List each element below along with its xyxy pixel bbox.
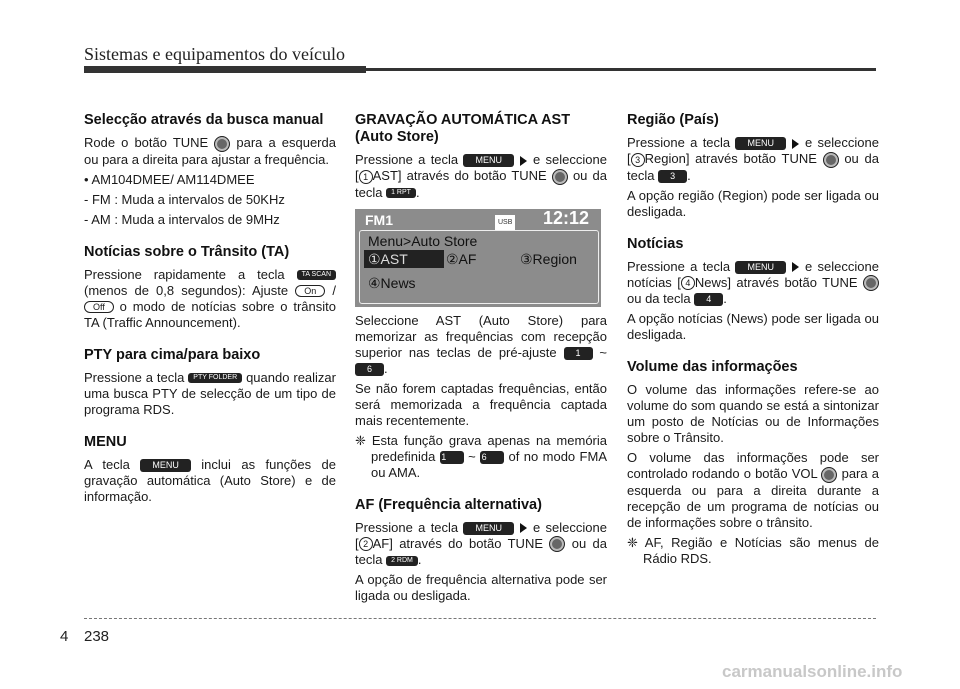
preset-1-icon: 1 <box>440 451 464 464</box>
arrow-right-icon <box>520 156 527 166</box>
display-menu-path: Menu>Auto Store <box>368 232 478 249</box>
chapter-number: 4 <box>60 628 69 645</box>
paragraph: A opção região (Region) pode ser ligada ou desligada. <box>627 187 879 219</box>
tune-knob-icon <box>214 136 230 152</box>
paragraph: A tecla MENU inclui as funções de gravação automática (Auto Store) e de informação. <box>84 456 336 504</box>
tune-knob-icon <box>549 536 565 552</box>
display-band: FM1 <box>365 211 393 228</box>
circled-4-icon: 4 <box>681 276 695 290</box>
paragraph: A opção notícias (News) pode ser ligada ou desligada. <box>627 311 879 343</box>
paragraph: Seleccione AST (Auto Store) para memorizar as frequências com recepção superior nas teclas de pré-ajuste 1 ~ 6 . <box>355 312 607 376</box>
preset-6-icon: 6 <box>355 363 384 376</box>
preset-3-icon: 3 <box>658 170 687 183</box>
on-pill-icon: On <box>295 285 325 297</box>
preset-4-icon: 4 <box>694 293 723 306</box>
paragraph: O volume das informações refere-se ao volume do som quando se está a sintonizar um posto de Notícias ou de Informações sobre o Trânsito. <box>627 382 879 446</box>
menu-button-icon: MENU <box>463 154 514 167</box>
page-number: 238 <box>84 628 110 645</box>
section-title-af: AF (Frequência alternativa) <box>355 496 542 513</box>
arrow-right-icon <box>520 523 527 533</box>
arrow-right-icon <box>792 139 799 149</box>
section-title-volume: Volume das informações <box>627 359 798 376</box>
header-rule <box>84 68 876 71</box>
circled-1-icon: 1 <box>359 170 373 184</box>
paragraph: Pressione a tecla PTY FOLDER quando realizar uma busca PTY de selecção de um tipo de programa RDS. <box>84 369 336 417</box>
paragraph: Pressione a tecla MENU e seleccione notícias [ 4 News] através botão TUNE ou da tecla 4 . <box>627 258 879 307</box>
menu-button-icon: MENU <box>735 137 786 150</box>
note: ❈ AF, Região e Notícias são menus de Rádio RDS. <box>627 534 879 566</box>
paragraph: - AM : Muda a intervalos de 9MHz <box>84 211 280 227</box>
vol-knob-icon <box>821 467 837 483</box>
display-clock: 12:12 <box>543 207 590 228</box>
column-3 <box>627 112 879 571</box>
section-title-auto-store: GRAVAÇÃO AUTOMÁTICA AST (Auto Store) <box>355 112 571 145</box>
tune-knob-icon <box>552 169 568 185</box>
section-title-news: Notícias <box>627 235 684 252</box>
tune-knob-icon <box>863 275 879 291</box>
paragraph: • AM104DMEE/ AM114DMEE <box>84 171 255 187</box>
paragraph: O volume das informações pode ser controlado rodando o botão VOL para a esquerda ou para a direita durante a recepção de um programa de notícias ou de informações sobre o trânsito. <box>627 450 879 530</box>
display-item-ast: ①AST <box>368 250 408 267</box>
paragraph: Pressione a tecla MENU e seleccione [ 2 AF] através do botão TUNE ou da tecla 2 RDM . <box>355 519 607 568</box>
display-item-af: ②AF <box>446 250 477 267</box>
circled-3-icon: 3 <box>631 153 645 167</box>
off-pill-icon: Off <box>84 301 114 313</box>
circled-2-icon: 2 <box>359 537 373 551</box>
display-menu-box <box>359 230 599 304</box>
menu-button-icon: MENU <box>735 261 786 274</box>
column-1 <box>84 112 336 509</box>
paragraph: Pressione rapidamente a tecla TA SCAN (menos de 0,8 segundos): Ajuste On /Off o modo de notícias sobre o trânsito TA (Traffic Announcement). <box>84 266 336 330</box>
watermark: carmanualsonline.info <box>722 662 903 681</box>
tune-knob-icon <box>823 152 839 168</box>
preset-6-icon: 6 <box>480 451 504 464</box>
note: ❈ Esta função grava apenas na memória predefinida 1 ~ 6 of no modo FMA ou AMA. <box>355 432 607 480</box>
section-title-traffic-news: Notícias sobre o Trânsito (TA) <box>84 243 290 260</box>
paragraph: Rode o botão TUNE para a esquerda ou para a direita para ajustar a frequência. <box>84 135 336 167</box>
menu-button-icon: MENU <box>463 522 514 535</box>
display-item-region: ③Region <box>520 250 577 267</box>
section-title-manual-search: Selecção através da busca manual <box>84 112 324 128</box>
radio-display-image <box>355 209 601 307</box>
footer-rule <box>84 618 876 620</box>
preset-2-rdm-icon: 2 RDM <box>386 556 418 566</box>
paragraph: Pressione a tecla MENU e seleccione [ 3 Region] através botão TUNE ou da tecla 3 . <box>627 135 879 183</box>
pty-folder-button-icon: PTY FOLDER <box>188 373 242 383</box>
menu-button-icon: MENU <box>140 459 191 472</box>
preset-1-rpt-icon: 1 RPT <box>386 188 416 198</box>
page-header-title: Sistemas e equipamentos do veículo <box>84 44 345 64</box>
paragraph: Se não forem captadas frequências, então será memorizada a frequência captada mais recentemente. <box>355 380 607 428</box>
display-usb-badge: USB <box>495 215 515 231</box>
section-title-region: Região (País) <box>627 112 719 128</box>
display-item-news: ④News <box>368 274 416 291</box>
paragraph: Pressione a tecla MENU e seleccione [ 1 AST] através do botão TUNE ou da tecla 1 RPT . <box>355 152 607 200</box>
section-title-pty: PTY para cima/para baixo <box>84 346 261 363</box>
preset-1-icon: 1 <box>564 347 593 360</box>
arrow-right-icon <box>792 262 799 272</box>
paragraph: A opção de frequência alternativa pode ser ligada ou desligada. <box>355 572 607 604</box>
column-2 <box>355 112 607 608</box>
paragraph: - FM : Muda a intervalos de 50KHz <box>84 191 285 207</box>
ta-scan-button-icon: TA SCAN <box>297 270 336 280</box>
section-title-menu: MENU <box>84 433 127 450</box>
